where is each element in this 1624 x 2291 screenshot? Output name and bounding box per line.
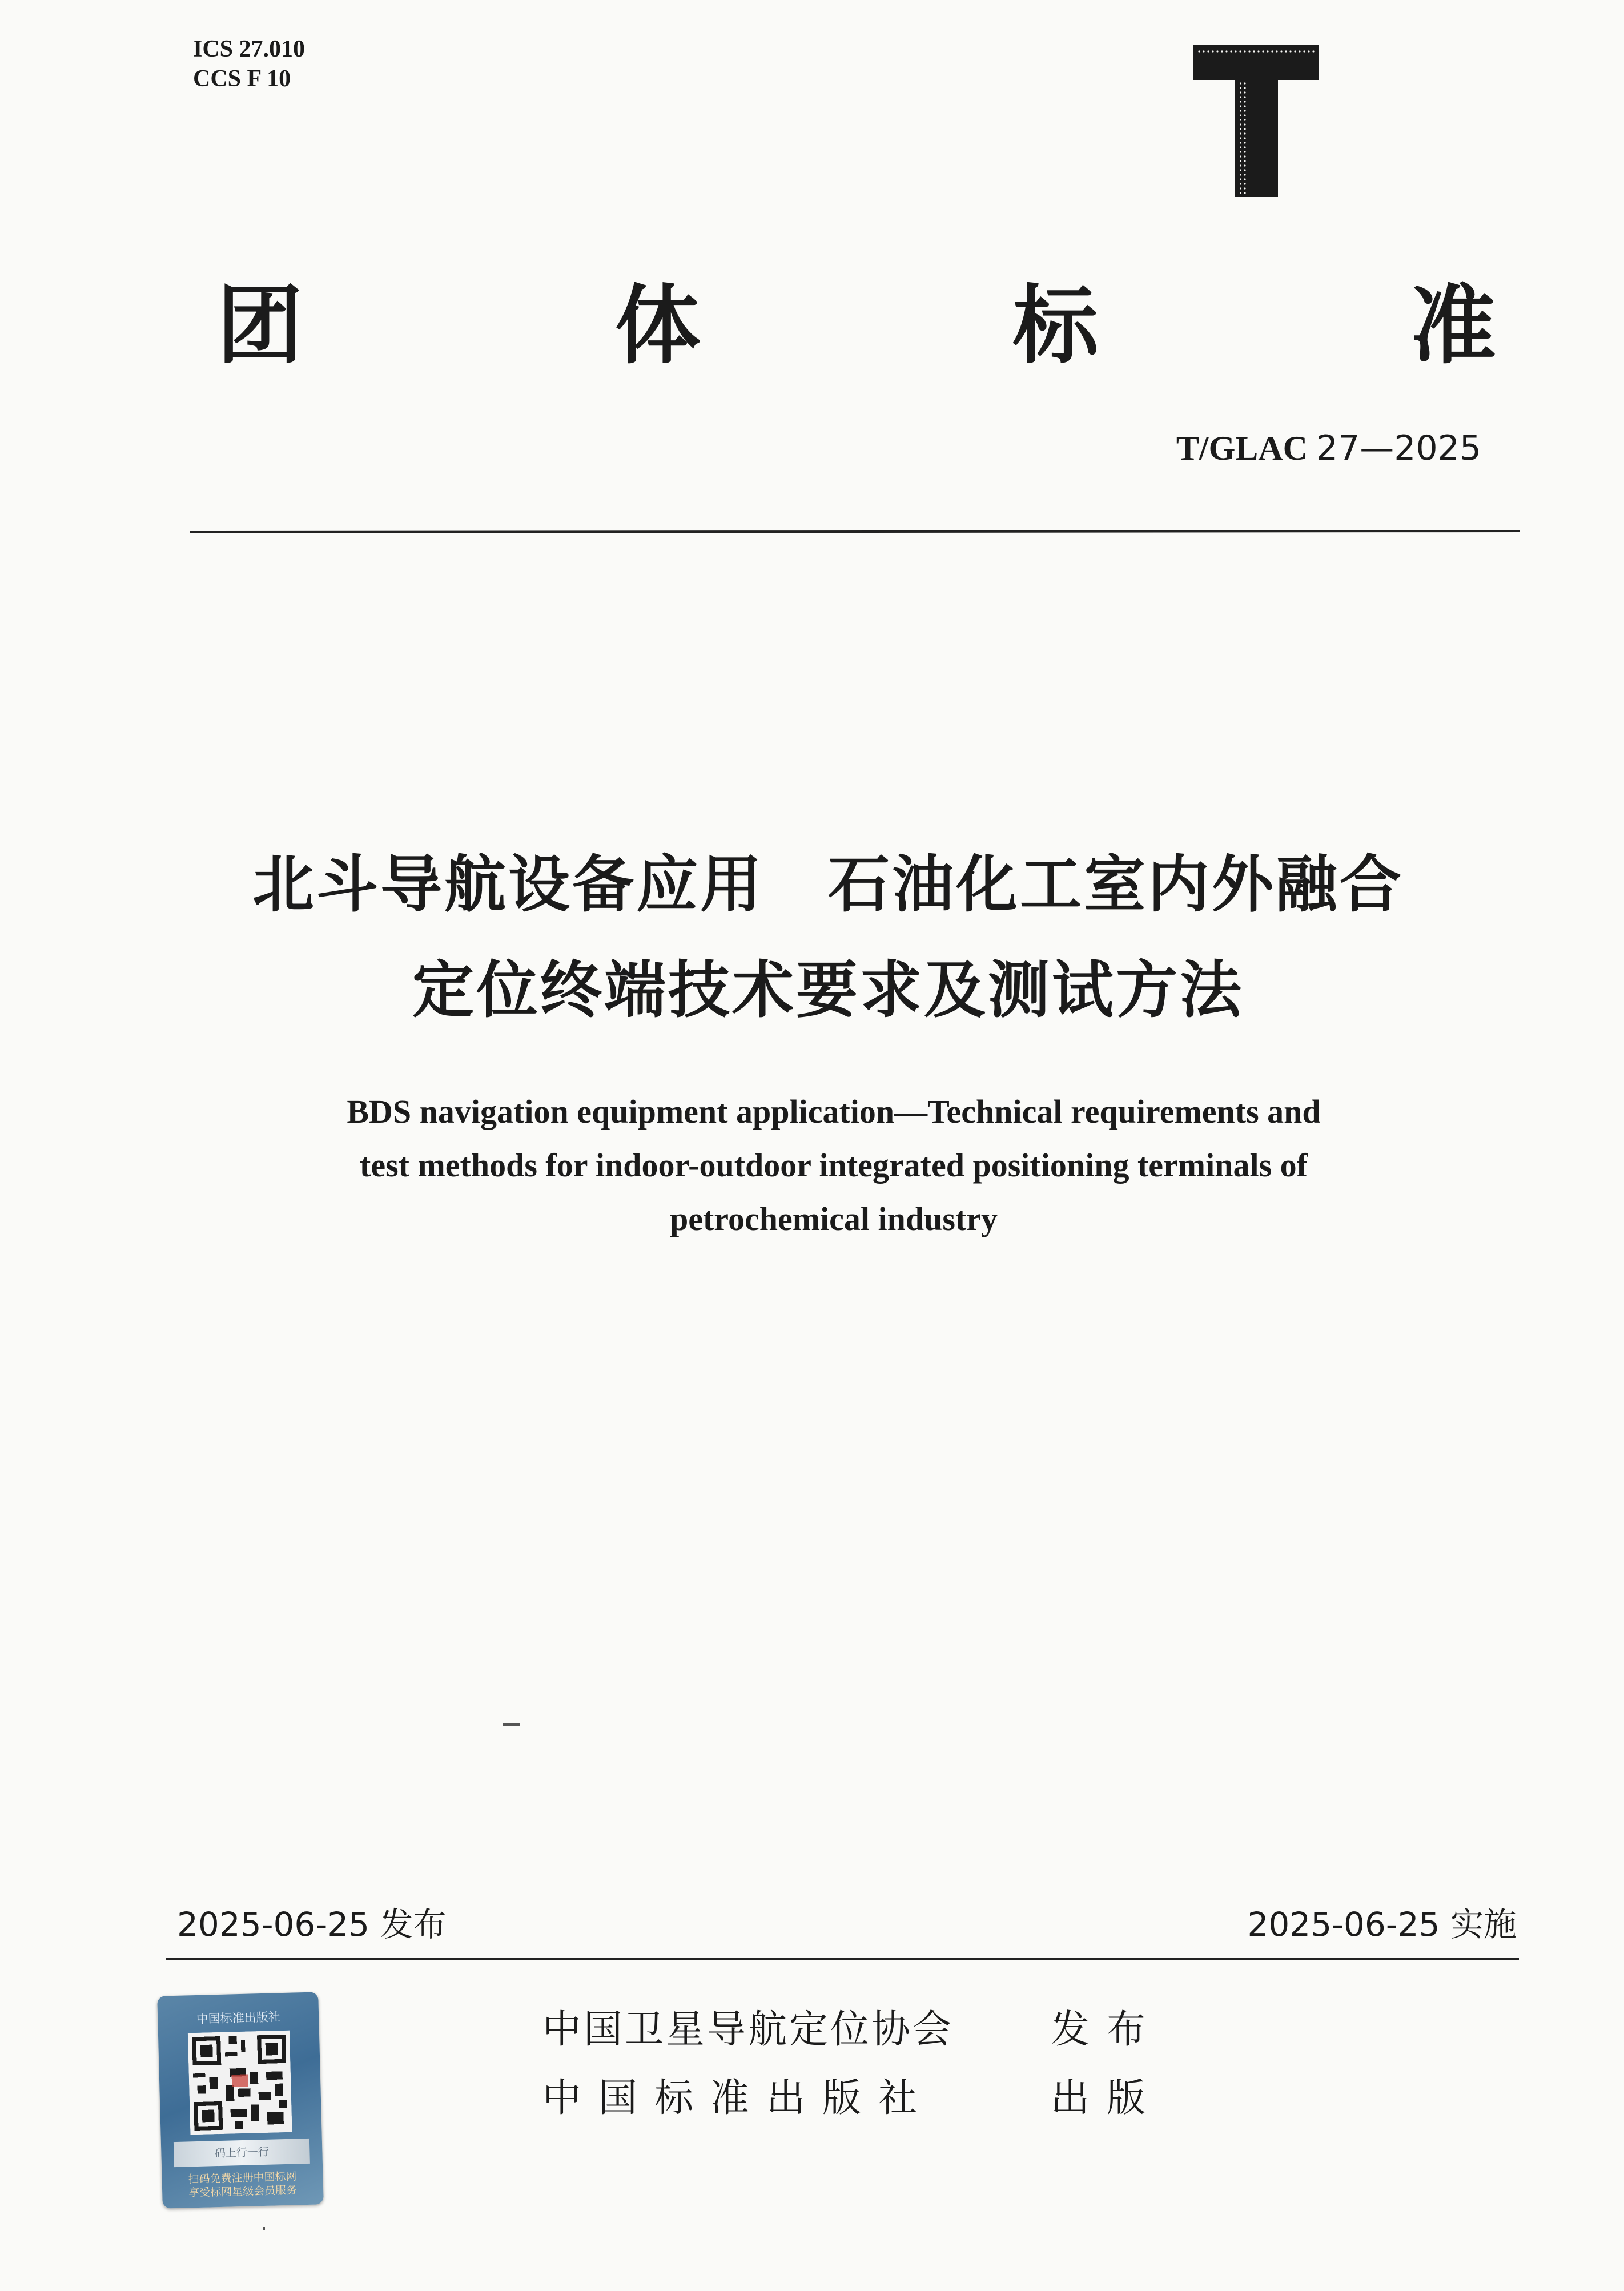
title-en-line3: petrochemical industry	[669, 1200, 998, 1237]
publisher-org: 中国卫星导航定位协会	[542, 2007, 954, 2052]
top-divider	[190, 530, 1520, 533]
title-en-line1: BDS navigation equipment application—Technical requirements and	[347, 1093, 1321, 1130]
sticker-header: 中国标准出版社	[196, 2010, 281, 2026]
title-en	[263, 1085, 1405, 1246]
printer-org: 中国标准出版社	[542, 2076, 935, 2121]
sticker-code: 码上行一行	[174, 2139, 310, 2167]
paper-speck	[503, 1723, 520, 1726]
standard-number-value: 27—2025	[1316, 428, 1481, 468]
ics-code: ICS 27.010	[193, 36, 305, 62]
ccs-code: CCS F 10	[193, 66, 291, 92]
category-t-logo	[1188, 40, 1325, 200]
qr-sticker[interactable]	[157, 1992, 324, 2208]
title-cn-line2: 定位终端技术要求及测试方法	[412, 955, 1244, 1026]
standard-number	[1176, 425, 1481, 471]
sticker-footer	[162, 2169, 323, 2200]
issue-date: 2025-06-25 发布	[177, 1905, 447, 1944]
qr-code-icon[interactable]	[188, 2031, 292, 2135]
title-en-line2: test methods for indoor-outdoor integrated positioning terminals of	[360, 1147, 1308, 1184]
sticker-footer-line1: 扫码免费注册中国标网	[188, 2170, 297, 2186]
standard-type-char: 标	[1012, 275, 1099, 376]
classification-codes	[193, 34, 305, 94]
bottom-divider	[166, 1958, 1519, 1960]
standard-type-heading	[217, 274, 1496, 377]
standard-type-char: 准	[1410, 275, 1496, 376]
implement-date: 2025-06-25 实施	[1247, 1905, 1517, 1944]
standard-type-char: 体	[614, 275, 701, 376]
printer-action: 出版	[1051, 2076, 1163, 2121]
publisher-action: 发布	[1051, 2007, 1163, 2052]
standard-number-prefix: T/GLAC	[1176, 429, 1316, 467]
sticker-footer-line2: 享受标网星级会员服务	[188, 2184, 298, 2200]
title-cn-line1: 北斗导航设备应用 石油化工室内外融合	[252, 849, 1404, 921]
standard-type-char: 团	[217, 275, 303, 376]
paper-speck	[263, 2227, 265, 2230]
